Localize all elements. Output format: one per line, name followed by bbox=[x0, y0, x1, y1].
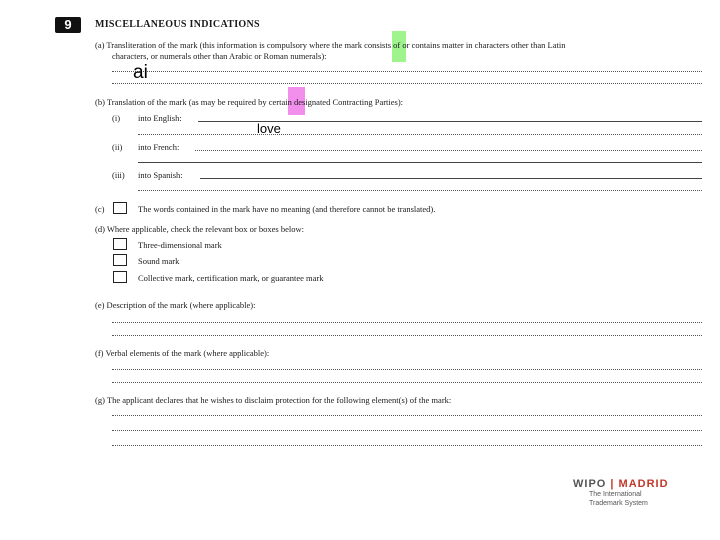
disclaimer-field-line[interactable] bbox=[112, 445, 702, 446]
item-b-num: (iii) bbox=[112, 170, 125, 180]
item-g-label: (g) The applicant declares that he wishes to disclaim protection for the following element(s) of the mark: bbox=[95, 395, 452, 405]
collective-mark-label: Collective mark, certification mark, or guarantee mark bbox=[138, 273, 324, 283]
item-b-french-label: into French: bbox=[138, 142, 180, 152]
madrid-text: MADRID bbox=[618, 478, 669, 490]
section-title: MISCELLANEOUS INDICATIONS bbox=[95, 19, 260, 30]
item-a-line2: characters, or numerals other than Arabic or Roman numerals): bbox=[112, 51, 327, 61]
three-dimensional-label: Three-dimensional mark bbox=[138, 240, 222, 250]
sound-mark-checkbox[interactable] bbox=[113, 254, 127, 266]
item-a-line1: (a) Transliteration of the mark (this information is compulsory where the mark consists of or contains matter in characters other than Latin bbox=[95, 40, 566, 50]
item-a-field-line[interactable] bbox=[112, 71, 702, 72]
logo-subtitle-line1: The International bbox=[589, 491, 642, 498]
item-b-num: (i) bbox=[112, 113, 121, 123]
three-dimensional-checkbox[interactable] bbox=[113, 238, 127, 250]
item-f-label: (f) Verbal elements of the mark (where applicable): bbox=[95, 348, 270, 358]
spanish-field-line[interactable] bbox=[138, 190, 702, 191]
item-b-english-label: into English: bbox=[138, 113, 182, 123]
item-e-label: (e) Description of the mark (where applicable): bbox=[95, 300, 256, 310]
item-b-label: (b) Translation of the mark (as may be required by certain designated Contracting Parties): bbox=[95, 97, 404, 107]
item-c-text: The words contained in the mark have no meaning (and therefore cannot be translated). bbox=[138, 204, 436, 214]
section-number: 9 bbox=[55, 17, 81, 33]
disclaimer-field-line[interactable] bbox=[112, 415, 702, 416]
wipo-madrid-logo bbox=[573, 478, 669, 490]
no-meaning-checkbox[interactable] bbox=[113, 202, 127, 214]
description-field-line[interactable] bbox=[112, 335, 702, 336]
item-c-label: (c) bbox=[95, 204, 105, 214]
french-field-line[interactable] bbox=[195, 150, 702, 151]
collective-mark-checkbox[interactable] bbox=[113, 271, 127, 283]
french-field-line[interactable] bbox=[138, 162, 702, 163]
item-b-num: (ii) bbox=[112, 142, 123, 152]
disclaimer-field-line[interactable] bbox=[112, 430, 702, 431]
english-field-line[interactable] bbox=[138, 134, 702, 135]
verbal-elements-field-line[interactable] bbox=[112, 369, 702, 370]
annotation-love: love bbox=[257, 121, 281, 136]
spanish-field-line[interactable] bbox=[200, 178, 702, 179]
item-b-spanish-label: into Spanish: bbox=[138, 170, 183, 180]
item-a-field-line[interactable] bbox=[112, 83, 702, 84]
verbal-elements-field-line[interactable] bbox=[112, 382, 702, 383]
logo-subtitle-line2: Trademark System bbox=[589, 500, 648, 507]
logo-separator: | bbox=[610, 478, 615, 490]
item-d-label: (d) Where applicable, check the relevant box or boxes below: bbox=[95, 224, 304, 234]
wipo-text: WIPO bbox=[573, 478, 607, 490]
description-field-line[interactable] bbox=[112, 322, 702, 323]
sound-mark-label: Sound mark bbox=[138, 256, 180, 266]
annotation-ai: ai bbox=[133, 62, 148, 83]
